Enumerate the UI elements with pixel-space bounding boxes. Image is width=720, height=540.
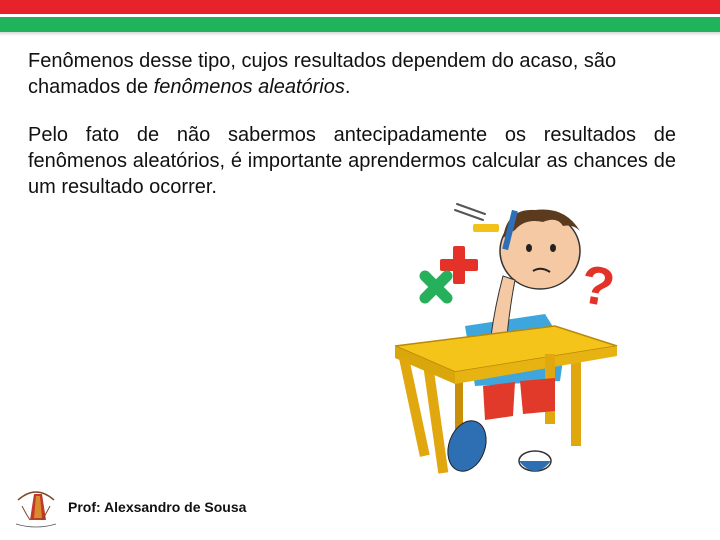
paragraph-definition-prefix: Fenômenos desse tipo, cujos resultados dependem do acaso, são chamados de <box>28 50 617 98</box>
desk <box>395 209 617 473</box>
paragraph-importance: Pelo fato de não sabermos antecipadamente os resultados de fenômenos aleatórios, é importante aprendermos calcular as chances de um resultado ocorrer. <box>28 124 676 198</box>
school-emblem-icon <box>8 480 64 530</box>
emphasis-term: fenômenos aleatórios <box>153 76 345 98</box>
header-stripe-green <box>0 17 720 32</box>
author-credit: Prof: Alexsandro de Sousa <box>68 499 247 515</box>
paragraph-definition-suffix: . <box>344 76 351 98</box>
minus-icon <box>473 224 499 232</box>
equals-icon <box>455 204 485 220</box>
thinking-student-illustration <box>395 196 625 496</box>
header-shadow <box>0 32 720 36</box>
question-mark-icon: ? <box>576 254 619 319</box>
slide-body <box>28 48 676 200</box>
times-icon <box>425 276 447 298</box>
header-stripe-red <box>0 0 720 14</box>
paragraph-definition <box>28 48 676 100</box>
